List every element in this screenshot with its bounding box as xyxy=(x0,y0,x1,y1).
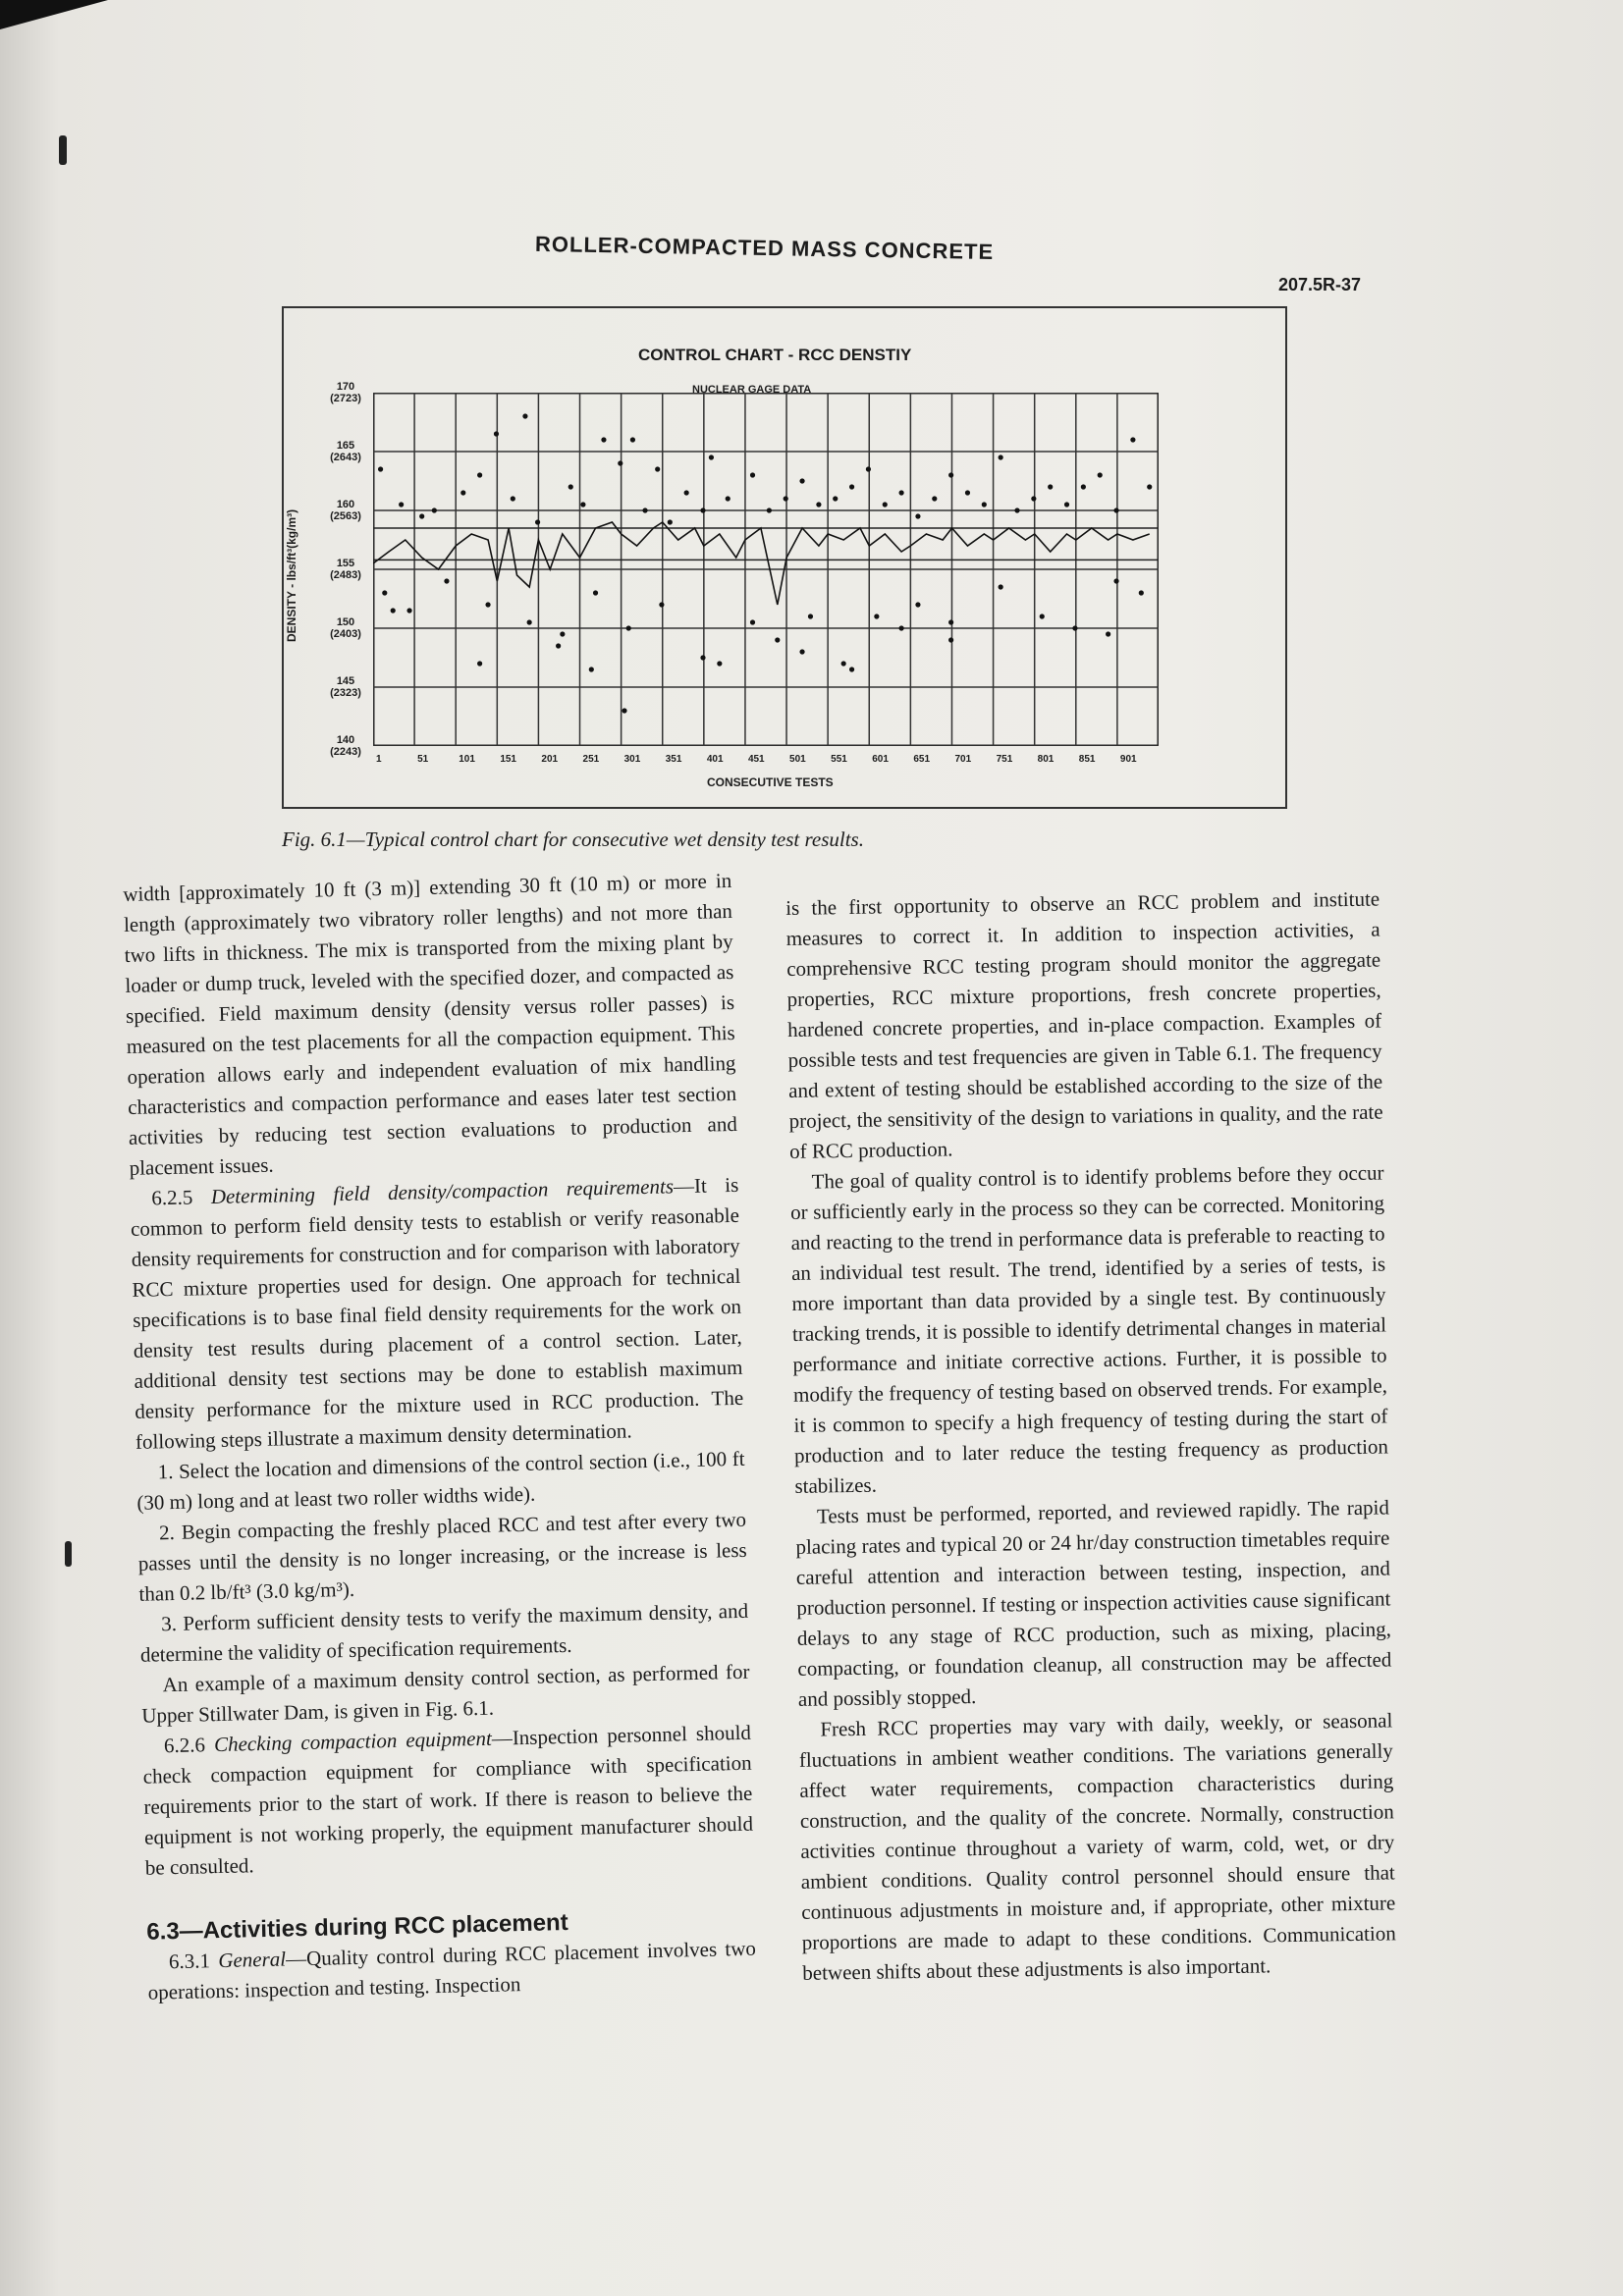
data-point xyxy=(382,590,387,595)
data-point xyxy=(494,431,499,436)
data-point xyxy=(915,513,920,518)
data-point xyxy=(700,507,705,512)
x-tick-label: 101 xyxy=(459,754,475,765)
data-point xyxy=(485,602,490,607)
chart-y-axis-label: DENSITY - lbs/ft³(kg/m³) xyxy=(285,508,298,642)
x-tick-label: 301 xyxy=(623,754,641,765)
chart-plot-area xyxy=(373,393,1159,746)
data-point xyxy=(659,602,664,607)
data-point xyxy=(700,655,705,660)
data-point xyxy=(642,507,647,512)
data-point xyxy=(899,490,904,495)
step-3: 3. Perform sufficient density tests to verify the maximum density, and determine the validity of specification requirements. xyxy=(139,1598,749,1667)
data-point xyxy=(899,625,904,630)
data-point xyxy=(726,496,730,501)
left-column xyxy=(123,866,757,2008)
right-column xyxy=(785,883,1396,1988)
data-point xyxy=(522,413,527,418)
paragraph: Tests must be performed, reported, and reviewed rapidly. The rapid placing rates and typical 20 or 24 hr/day construction timetables require careful attention and interaction between testing, inspection, and production personnel. If testing or inspection activities cause significant delays to any stage of RCC production, such as mixing, placing, compacting, or foundation cleanup, all construction may be affected and possibly stopped. xyxy=(795,1495,1392,1711)
data-point xyxy=(816,502,821,507)
data-point xyxy=(535,519,540,524)
data-point xyxy=(580,502,585,507)
x-tick-label: 401 xyxy=(706,754,724,765)
data-point xyxy=(622,708,626,713)
data-point xyxy=(948,637,953,642)
data-point xyxy=(849,484,854,489)
scan-corner-shadow xyxy=(0,0,108,29)
section-title: General xyxy=(218,1947,287,1973)
y-tick-label: 150 (2403) xyxy=(330,616,361,640)
x-tick-label: 151 xyxy=(500,754,516,765)
x-tick-label: 551 xyxy=(831,754,847,765)
x-tick-label: 751 xyxy=(996,754,1013,765)
data-point xyxy=(601,437,606,442)
data-point xyxy=(668,519,673,524)
paragraph: The goal of quality control is to identify problems before they occur or sufficiently early in the process so they can be corrected. Monitoring and reacting to the trend in performance data is preferable to reacting to an individual test result. The trend, identified by a series of tests, is more important than data provided by a single test. By continuously tracking trends, it is possible to identify detrimental changes in material performance and initiate corrective actions. Further, it is possible to modify the frequency of testing based on observed trends. For example, it is common to specify a high frequency of testing during the start of production and to later reduce the testing frequency as production stabilizes. xyxy=(789,1160,1389,1498)
data-point xyxy=(527,619,532,624)
figure-caption: Fig. 6.1—Typical control chart for consecutive wet density test results. xyxy=(282,828,864,851)
data-point xyxy=(618,460,622,465)
section-text: —Inspection personnel should check compaction equipment for compliance with specification requirements prior to the start of work. If there is reason to believe the equipment is not working properly, the equipment manufacturer should be consulted. xyxy=(142,1720,754,1880)
data-point xyxy=(477,472,482,477)
data-point xyxy=(841,661,846,666)
x-tick-label: 651 xyxy=(913,754,931,765)
data-point xyxy=(1113,578,1118,583)
x-tick-label: 1 xyxy=(376,754,382,765)
data-point xyxy=(511,496,515,501)
y-tick-label: 155 (2483) xyxy=(330,558,361,581)
data-point xyxy=(444,578,449,583)
section-6-2-5 xyxy=(130,1170,744,1458)
data-point xyxy=(1147,484,1152,489)
section-number: 6.3.1 xyxy=(168,1949,211,1974)
data-point xyxy=(1014,507,1019,512)
y-tick-label: 160 (2563) xyxy=(330,499,361,522)
section-text: —Quality control during RCC placement involves two operations: inspection and testing. Inspection xyxy=(147,1936,757,2004)
x-tick-label: 901 xyxy=(1119,754,1137,765)
data-point xyxy=(799,478,804,483)
data-point xyxy=(593,590,598,595)
x-tick-label: 851 xyxy=(1078,754,1096,765)
data-point xyxy=(1048,484,1053,489)
data-point xyxy=(999,584,1003,589)
section-number: 6.2.6 xyxy=(163,1733,206,1758)
step-2: 2. Begin compacting the freshly placed RCC and test after every two passes until the density is no longer increasing, or the increase is less than 0.2 lb/ft³ (3.0 kg/m³). xyxy=(137,1507,747,1606)
x-tick-label: 351 xyxy=(665,754,682,765)
paragraph: Fresh RCC properties may vary with daily, weekly, or seasonal fluctuations in ambient weather conditions. The variations generally affect water requirements, compaction characteristics during construction, and the quality of the concrete. Normally, construction activities continue throughout a variety of warm, cold, wet, or dry ambient conditions. Quality control personnel should ensure that continuous adjustments in moisture and, if appropriate, other mixture proportions are made to adapt to these conditions. Communication between shifts about these adjustments is also important. xyxy=(798,1708,1396,1985)
data-point xyxy=(932,496,937,501)
data-point xyxy=(1139,590,1144,595)
paragraph: An example of a maximum density control section, as performed for Upper Stillwater Dam, is given in Fig. 6.1. xyxy=(141,1659,750,1728)
chart-title: CONTROL CHART - RCC DENSTIY xyxy=(638,346,912,364)
paragraph: is the first opportunity to observe an RCC problem and institute measures to correct it. In addition to inspection activities, a comprehensive RCC testing program should monitor the aggregate properties, RCC mixture proportions, fresh concrete properties, hardened concrete properties, and in-place compaction. Examples of possible tests and test frequencies are given in Table 6.1. The frequency and extent of testing should be established according to the size of the project, the sensitivity of the design to variations in quality, and the rate of RCC production. xyxy=(785,886,1383,1163)
data-point xyxy=(1098,472,1103,477)
data-point xyxy=(709,454,714,459)
data-point xyxy=(965,490,970,495)
data-point xyxy=(948,472,953,477)
data-point xyxy=(655,466,660,471)
y-tick-label: 145 (2323) xyxy=(330,675,361,699)
data-point xyxy=(883,502,888,507)
margin-mark xyxy=(65,1541,72,1567)
data-point xyxy=(399,502,404,507)
section-text: —It is common to perform field density tests to establish or verify reasonable density requirements for construction and for comparison with laboratory RCC mixture properties used for design. One approach for technical specifications is to base final field density requirements for the work on density test results during placement of a control section. Later, additional density test sections may be done to establish maximum density performance for the mixture used in RCC production. The following steps illustrate a maximum density determination. xyxy=(130,1172,744,1454)
x-tick-label: 701 xyxy=(954,754,972,765)
x-tick-label: 51 xyxy=(417,754,429,765)
data-point xyxy=(1081,484,1086,489)
chart-subtitle: NUCLEAR GAGE DATA xyxy=(692,384,812,396)
data-point xyxy=(419,513,424,518)
data-point xyxy=(556,643,561,648)
y-tick-label: 165 (2643) xyxy=(330,440,361,463)
data-point xyxy=(626,625,631,630)
x-tick-label: 501 xyxy=(789,754,806,765)
data-point xyxy=(460,490,465,495)
data-point xyxy=(391,608,396,613)
data-point xyxy=(866,466,871,471)
moving-average-line xyxy=(373,522,1150,605)
data-point xyxy=(799,649,804,654)
data-point xyxy=(948,619,953,624)
chart-x-axis-label: CONSECUTIVE TESTS xyxy=(707,775,834,789)
x-tick-label: 801 xyxy=(1037,754,1055,765)
x-tick-label: 601 xyxy=(872,754,889,765)
paragraph: width [approximately 10 ft (3 m)] extending 30 ft (10 m) or more in length (approximately two vibratory roller lengths) and not more than two lifts in thickness. The mix is transported from the mixing plant by loader or dump truck, leveled with the specified dozer, and compacted as specified. Field maximum density (density versus roller passes) is measured on the test placements for all the compaction equipment. This operation allows early and independent evaluation of mix handling characteristics and compaction performance and eases later test section activities by reducing test section evaluations to production and placement issues. xyxy=(123,868,738,1180)
data-point xyxy=(1064,502,1069,507)
data-point xyxy=(378,466,383,471)
data-point xyxy=(1106,631,1110,636)
running-title: ROLLER-COMPACTED MASS CONCRETE xyxy=(534,231,995,265)
data-point xyxy=(767,507,772,512)
data-point xyxy=(784,496,788,501)
data-point xyxy=(1072,625,1077,630)
data-point xyxy=(684,490,689,495)
data-point xyxy=(477,661,482,666)
data-point xyxy=(630,437,635,442)
section-heading: 6.3—Activities during RCC placement xyxy=(146,1908,568,1946)
data-point xyxy=(568,484,573,489)
page-number: 207.5R-37 xyxy=(1278,275,1362,294)
data-point xyxy=(1130,437,1135,442)
data-point xyxy=(406,608,411,613)
margin-mark xyxy=(59,135,67,165)
section-number: 6.2.5 xyxy=(151,1185,193,1210)
x-tick-label: 251 xyxy=(582,754,600,765)
step-1: 1. Select the location and dimensions of the control section (i.e., 100 ft (30 m) long and at least two roller widths wide). xyxy=(136,1446,745,1515)
data-point xyxy=(874,614,879,618)
data-point xyxy=(560,631,565,636)
data-point xyxy=(432,507,437,512)
x-tick-label: 201 xyxy=(541,754,559,765)
data-point xyxy=(717,661,722,666)
x-tick-label: 451 xyxy=(747,754,765,765)
y-tick-label: 140 (2243) xyxy=(330,734,361,758)
data-point xyxy=(849,667,854,671)
data-point xyxy=(833,496,838,501)
data-point xyxy=(982,502,987,507)
data-point xyxy=(808,614,813,618)
data-point xyxy=(1040,614,1045,618)
section-6-2-6 xyxy=(142,1718,754,1884)
data-point xyxy=(589,667,594,671)
data-point xyxy=(1113,507,1118,512)
data-point xyxy=(775,637,780,642)
data-point xyxy=(750,472,755,477)
section-title: Checking compaction equipment xyxy=(213,1726,493,1757)
data-point xyxy=(999,454,1003,459)
data-point xyxy=(1031,496,1036,501)
section-title: Determining field density/compaction requirements xyxy=(210,1174,675,1209)
data-point xyxy=(750,619,755,624)
y-tick-label: 170 (2723) xyxy=(330,381,361,404)
data-point xyxy=(915,602,920,607)
section-6-3-1 xyxy=(147,1934,757,2008)
